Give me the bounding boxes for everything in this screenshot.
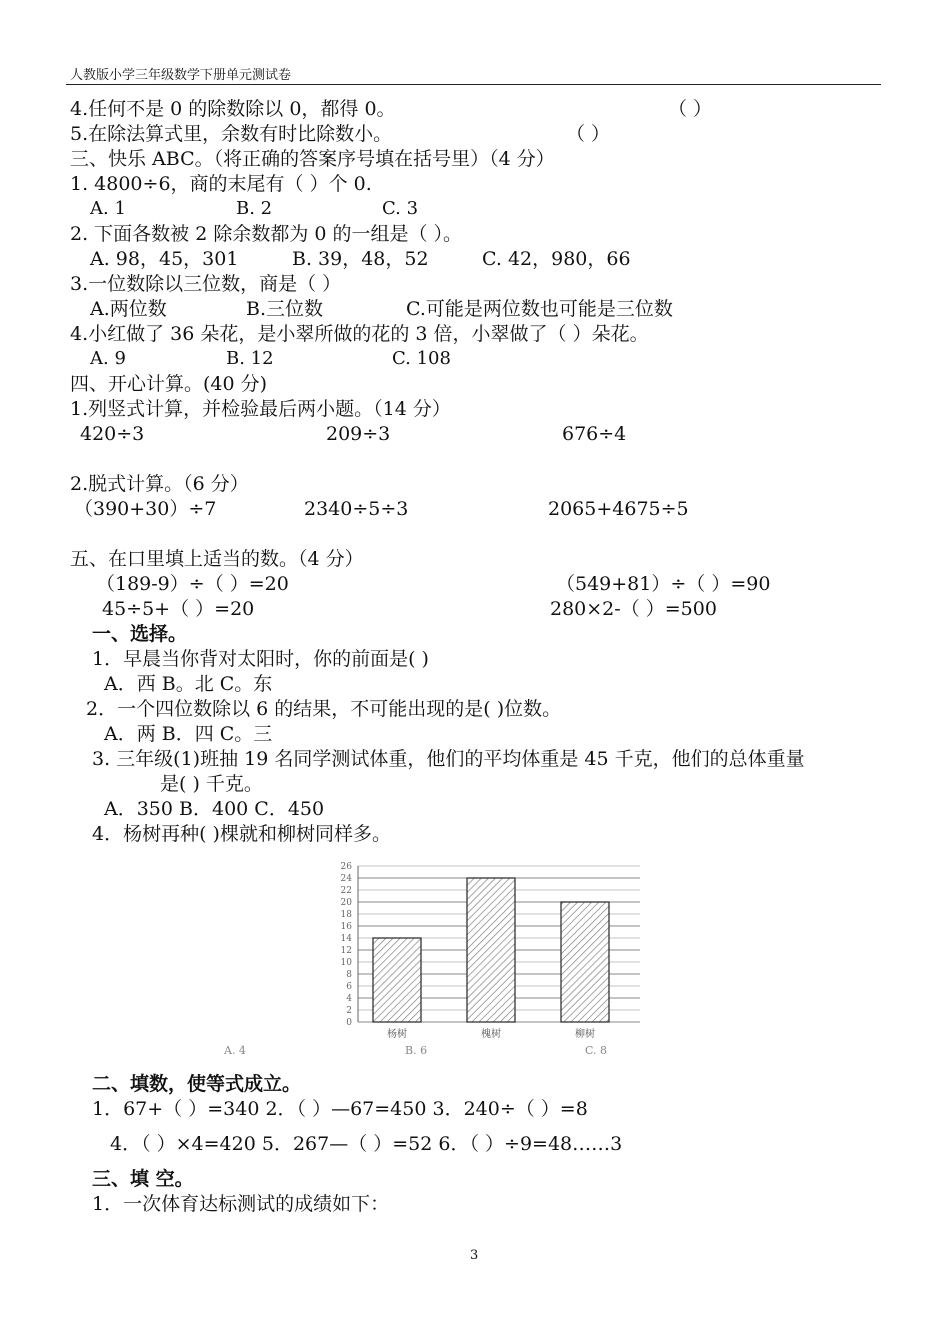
text-line: 4．（ ）×4=420 5．267—（ ）=52 6．（ ）÷9=48……3 [110,1133,623,1155]
text-line: 四、开心计算。(40 分) [70,373,268,395]
text-line: 676÷4 [562,423,627,445]
text-line: 4.任何不是 0 的除数除以 0，都得 0。 [70,98,396,120]
text-line: 1. 4800÷6，商的末尾有（ ）个 0. [70,173,372,195]
text-line: 2340÷5÷3 [304,498,409,520]
text-line: 是( ) 千克。 [160,773,263,795]
y-tick-label: 22 [340,886,352,896]
text-line: 5.在除法算式里，余数有时比除数小。 [70,123,393,145]
text-line: 三、填 空。 [92,1168,194,1190]
text-line: 1．一次体育达标测试的成绩如下： [92,1193,390,1215]
text-line: 45÷5+（ ）=20 [102,598,255,620]
tree-count-bar-chart [220,842,660,1060]
text-line: 420÷3 [80,423,145,445]
y-tick-label: 14 [340,934,352,944]
y-tick-label: 10 [340,958,352,968]
text-line: 1．早晨当你背对太阳时，你的前面是( ) [92,648,429,670]
text-line: 二、填数，使等式成立。 [92,1073,302,1095]
y-tick-label: 16 [340,922,352,932]
text-line: （189-9）÷（ ）=20 [96,573,289,595]
text-line: 2．一个四位数除以 6 的结果，不可能出现的是( )位数。 [86,698,562,720]
page-header-title: 人教版小学三年级数学下册单元测试卷 [70,68,292,83]
text-line: 280×2-（ ）=500 [550,598,717,620]
bar-1 [373,938,421,1022]
y-tick-label: 0 [346,1018,352,1028]
y-tick-label: 12 [340,946,352,956]
x-category-label: 柳树 [575,1029,595,1040]
text-line: B. 12 [226,348,274,369]
text-line: C. 3 [382,198,419,219]
text-line: B.三位数 [246,298,324,320]
text-line: 1．67+（ ）=340 2．（ ）—67=450 3．240÷（ ）=8 [92,1098,588,1120]
text-line: C. 108 [392,348,451,369]
x-category-label: 杨树 [387,1029,407,1040]
y-tick-label: 26 [340,862,352,872]
text-line: （549+81）÷（ ）=90 [556,573,771,595]
text-line: 3.一位数除以三位数，商是（ ） [70,273,342,295]
text-line: 1.列竖式计算，并检验最后两小题。（14 分） [70,398,451,420]
header-rule [66,84,881,85]
bar-3 [561,902,609,1022]
text-line: 五、在口里填上适当的数。（4 分） [70,548,364,570]
y-tick-label: 4 [346,994,352,1004]
text-line: A．西 B。北 C。东 [104,673,273,695]
text-line: A. 9 [90,348,126,369]
x-category-label: 槐树 [481,1029,501,1040]
text-line: 三、快乐 ABC。（将正确的答案序号填在括号里）（4 分） [70,148,555,170]
y-tick-label: 6 [346,982,352,992]
text-line: A.两位数 [90,298,167,320]
y-tick-label: 24 [340,874,352,884]
text-line: C. 42，980，66 [482,248,631,270]
answer-option-label: C. 8 [585,1044,608,1057]
text-line: A．两 B．四 C。三 [104,723,273,745]
text-line: B. 39，48，52 [292,248,429,270]
bar-2 [467,878,515,1022]
text-line: A. 1 [90,198,126,219]
answer-option-label: A. 4 [224,1044,246,1057]
text-line: （ ） [668,98,713,120]
text-line: 2. 下面各数被 2 除余数都为 0 的一组是（ ）。 [70,223,463,245]
answer-option-label: B. 6 [405,1044,428,1057]
text-line: （ ） [566,123,611,145]
text-line: A．350 B．400 C．450 [104,798,325,820]
text-line: B. 2 [236,198,273,219]
y-tick-label: 8 [346,970,352,980]
text-line: A. 98，45，301 [90,248,239,270]
text-line: （390+30）÷7 [74,498,217,520]
y-tick-label: 20 [340,898,352,908]
text-line: 4．杨树再种( )棵就和柳树同样多。 [92,823,391,845]
page-number: 3 [470,1248,479,1263]
text-line: 3. 三年级(1)班抽 19 名同学测试体重，他们的平均体重是 45 千克，他们的总体重量 [92,748,805,770]
text-line: 2.脱式计算。（6 分） [70,473,249,495]
y-tick-label: 2 [346,1006,352,1016]
y-tick-label: 18 [340,910,352,920]
text-line: 4.小红做了 36 朵花，是小翠所做的花的 3 倍，小翠做了（ ）朵花。 [70,323,649,345]
text-line: C.可能是两位数也可能是三位数 [406,298,673,320]
text-line: 209÷3 [326,423,391,445]
text-line: 一、选择。 [92,623,188,645]
text-line: 2065+4675÷5 [548,498,689,520]
